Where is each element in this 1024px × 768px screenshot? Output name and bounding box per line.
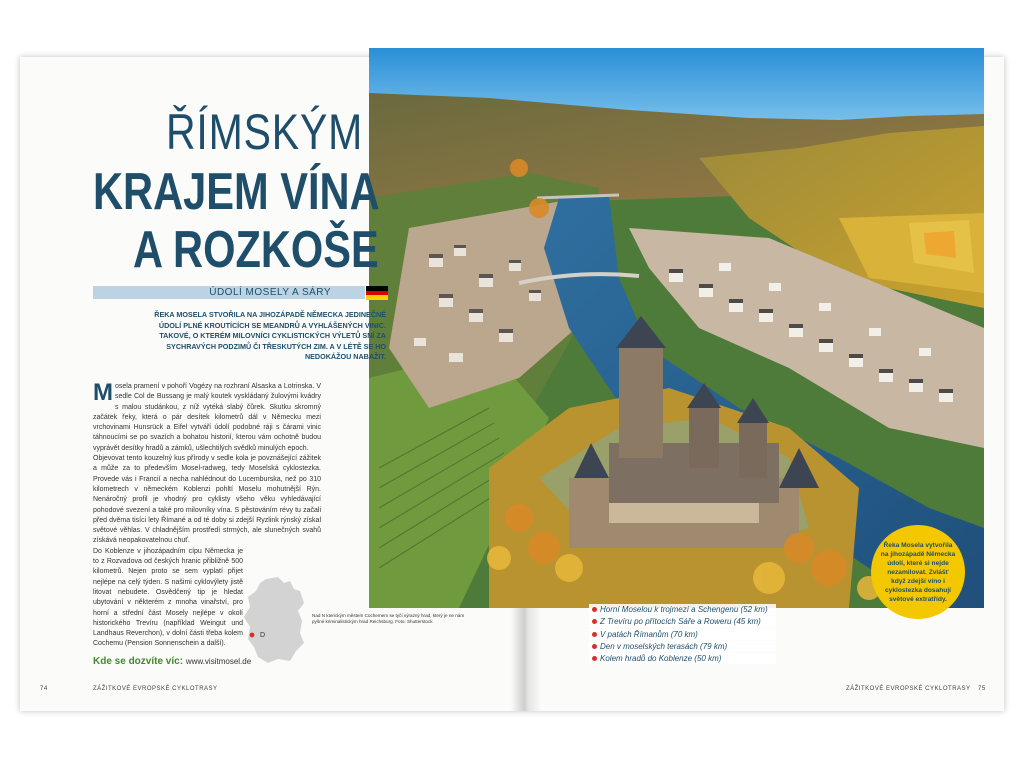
- highlight-text: Řeka Mosela vytvořila na jihozápadě Německa údolí, které si nejde nezamilovat. Zvlášť když zdejší víno i cyklostezka dosahují světové extratřídy.: [880, 541, 956, 603]
- body-paragraph-3: Do Koblenze v jihozápadním cípu Německa je to z Rozvadova od českých hranic přibližně 500 kilometrů. Nejen proto se sem vyplatí přijet nejlépe na celý týden. S našimi cyklovýlety jistě litovat nebudete. Osvědčený tip je hledat ubytování v některém z mnoha vinařství, pro horní a střední část Mosely nejlépe v okolí historického Trevíru (například Weingut und Landhaus Reverchon), v dolní části třeba kolem Cochemu (Pension Sonnenschein a další).: [93, 547, 243, 648]
- left-running-footer: ZÁŽITKOVÉ EVROPSKÉ CYKLOTRASY: [93, 686, 218, 692]
- headline-line-3: A ROZKOŠE: [133, 221, 379, 279]
- moselle-valley-photo: [369, 48, 984, 608]
- right-running-footer: ZÁŽITKOVÉ EVROPSKÉ CYKLOTRASY: [846, 686, 971, 692]
- headline-line-2: KRAJEM VÍNA: [93, 163, 380, 221]
- highlight-bubble: [871, 525, 965, 619]
- route-bullet-icon: [592, 644, 597, 649]
- german-flag-icon: [366, 286, 388, 300]
- route-item: Horní Moselou k trojmezí a Schengenu (52 km): [589, 604, 776, 615]
- body-paragraph-2: Objevovat tento kouzelný kus přírody v sedle kola je povznášející zážitek a může za to především Mosel-radweg, tedy Moselská cyklostezka. Provede vás i Francií a necha nahlédnout do Lucemburska, než po 310 kilometrech v německém Koblenzi pohltí Moselu mohutnější Rýn. Nenáročný profil je vhodný pro cyklisty všeho věku vyhledávající pohodové svezení a také pro milovníky vína. S pěstováním révy tu začali před dvěma tisíci lety Římané a od té doby si zdejší Ryzlink rýnský získal světové věhlas. V chladnějším prostředí strmých, ale slunečných svahů získává neopakovatelnou chuť.: [93, 455, 321, 545]
- moselle-location-marker: [250, 633, 255, 638]
- subtitle-bar: [93, 286, 365, 299]
- map-label: D: [260, 632, 266, 639]
- route-bullet-icon: [592, 619, 597, 624]
- photo-illustration: [369, 48, 984, 608]
- route-list: [589, 604, 776, 665]
- right-page-number: 75: [978, 686, 986, 692]
- route-item: V patách Římanům (70 km): [589, 629, 776, 640]
- left-page-number: 74: [40, 686, 48, 692]
- route-item: Kolem hradů do Koblenze (50 km): [589, 653, 776, 664]
- route-item: Z Trevíru po přítocích Sáře a Roweru (45 km): [589, 616, 776, 627]
- body-paragraph-1: osela pramení v pohoří Vogézy na rozhraní Alsaska a Lotrinska. V sedle Col de Bussang je malý koutek vyskládaný žulovými kvádry s malou studánkou, z níž vytéká slabý čůrek. Skutku skromný začátek řeky, která o pár desítek kilometrů dál v Německu mezi vrchovinami Hunsrück a Eifel vytváří údolí podobné ráji s čárami vinic táhnoucími se po svazích a bohatou historií, kterou vám ochotně budou vyprávět desítky hradů a zámků, ušlechtilých svědků minulých epoch.: [93, 383, 321, 452]
- route-bullet-icon: [592, 607, 597, 612]
- route-bullet-icon: [592, 656, 597, 661]
- website-link[interactable]: www.visitmosel.de: [185, 657, 252, 666]
- photo-caption: Nad N kterickým městem Cochemem se tyčí výrazný hrad, který je ne nám pyšné kriminalistickým hrad Reichsburg. Foto: Shutterstock: [312, 613, 465, 624]
- more-info-label: Kde se dozvíte víc:: [93, 656, 184, 667]
- lead-paragraph: ŘEKA MOSELA STVOŘILA NA JIHOZÁPADĚ NĚMECKA JEDINEČNÉ ÚDOLÍ PLNÉ KROUTÍCÍCH SE MEANDRŮ A VYHLÁŠENÝCH VINIC. TAKOVÉ, O KTERÉM MILOVNÍCI CYKLISTICKÝCH VÝLETŮ SNÍ ZA SYCHRAVÝCH PODZIMŮ ČI TŘESKUTÝCH ZIM. A V LÉTĚ SE HO NEDOKÁŽOU NABAŽIT.: [154, 310, 386, 362]
- route-bullet-icon: [592, 632, 597, 637]
- more-info-line: [93, 656, 251, 667]
- germany-map-icon: [238, 575, 312, 665]
- route-item: Den v moselských terasách (79 km): [589, 641, 776, 652]
- drop-cap: M: [93, 379, 113, 406]
- subtitle: ÚDOLÍ MOSELY A SÁRY: [209, 287, 331, 298]
- headline-line-1: ŘÍMSKÝM: [166, 104, 364, 160]
